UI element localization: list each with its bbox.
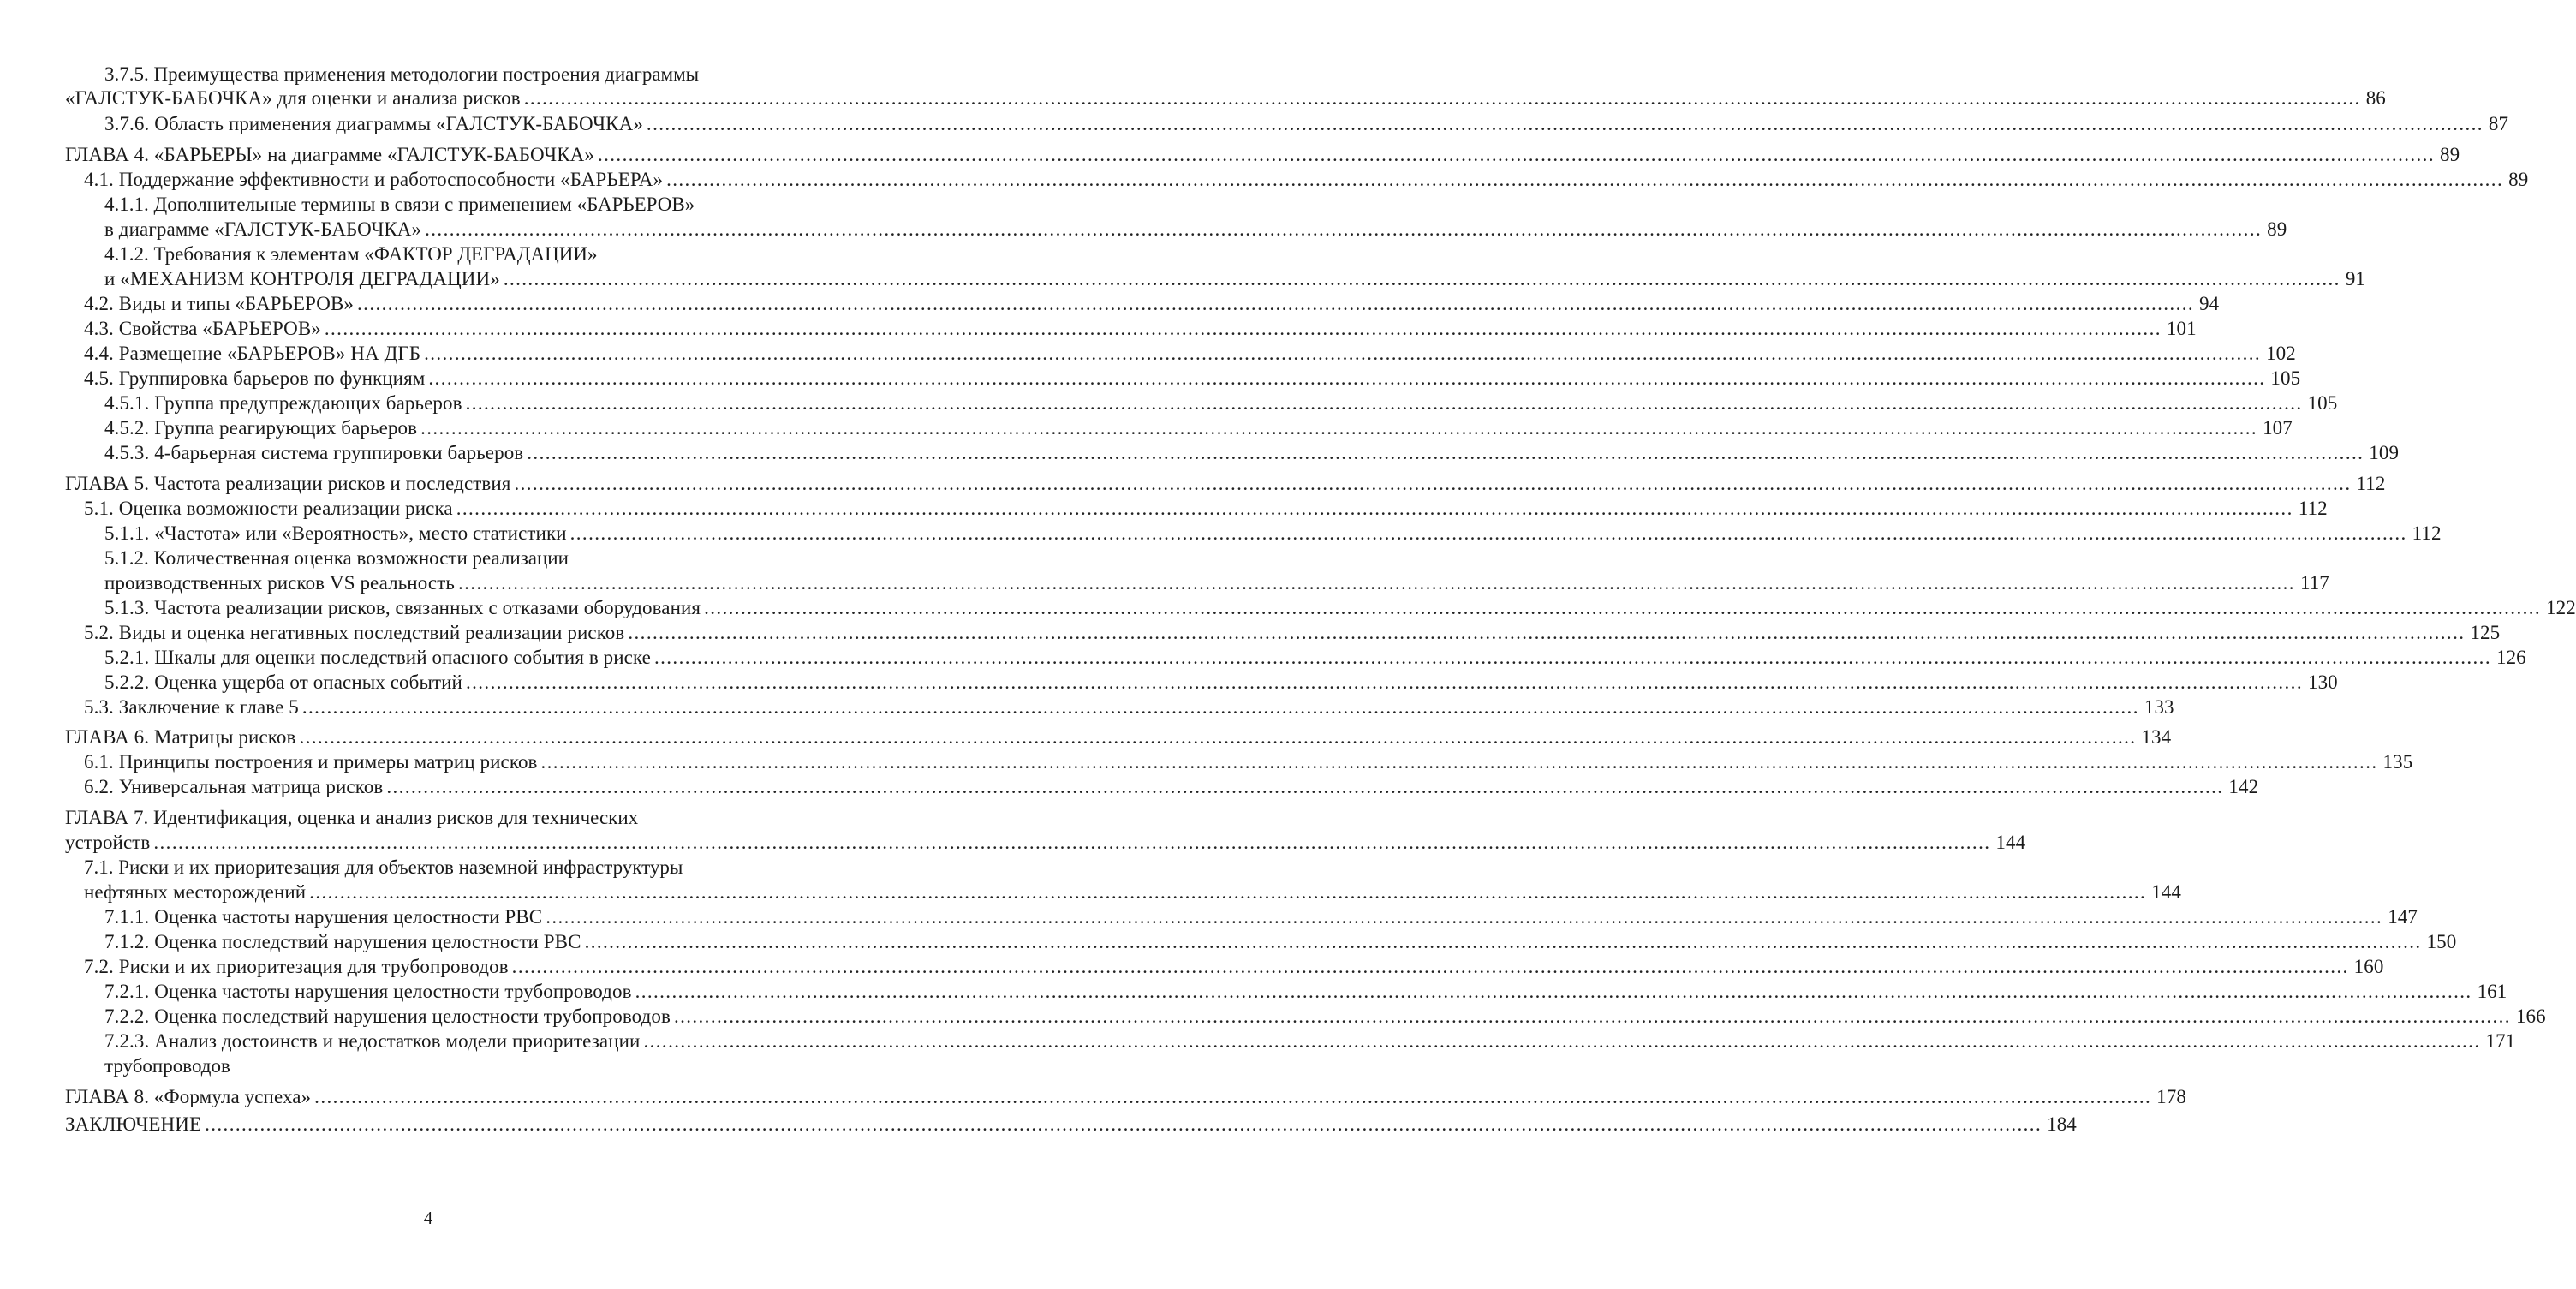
toc-page-number: 144	[2151, 881, 2181, 903]
toc-page-number: 112	[2412, 522, 2442, 544]
toc-page-number: 102	[2266, 343, 2296, 364]
toc-entry-title: 4.3. Свойства «БАРЬЕРОВ»	[84, 318, 321, 339]
toc-entry-line: ГЛАВА 7. Идентификация, оценка и анализ рисков для технических	[65, 807, 639, 828]
toc-entry[interactable]	[65, 142, 2460, 167]
toc-entry[interactable]	[65, 725, 2172, 749]
dot-leader: ............................................................................................................................................................................................................................................................................................................	[635, 981, 2472, 1002]
toc-entry[interactable]	[84, 316, 2197, 341]
toc-entry[interactable]	[104, 979, 2507, 1004]
toc-entry-title: 3.7.6. Область применения диаграммы «ГАЛСТУК-БАБОЧКА»	[104, 113, 643, 134]
toc-page-number: 86	[2365, 87, 2386, 109]
toc-entry-title: 4.5.3. 4-барьерная система группировки барьеров	[104, 442, 524, 463]
toc-entry-title: 7.1.1. Оценка частоты нарушения целостности РВС	[104, 906, 543, 928]
toc-page-number: 130	[2307, 671, 2338, 693]
dot-leader: ............................................................................................................................................................................................................................................................................................................	[523, 87, 2361, 109]
toc-entry-line: 4.1.1. Дополнительные термины в связи с применением «БАРЬЕРОВ»	[104, 194, 695, 215]
toc-entry-title: 6.1. Принципы построения и примеры матриц рисков	[84, 751, 538, 773]
toc-page-number: 160	[2353, 956, 2384, 977]
toc-entry-title: «ГАЛСТУК-БАБОЧКА» для оценки и анализа рисков	[65, 87, 521, 109]
dot-leader: ............................................................................................................................................................................................................................................................................................................	[628, 622, 2466, 643]
toc-entry-title: 4.5. Группировка барьеров по функциям	[84, 367, 426, 389]
dot-leader: ............................................................................................................................................................................................................................................................................................................	[546, 906, 2383, 928]
toc-entry-title: 7.1.2. Оценка последствий нарушения целостности РВС	[104, 931, 581, 952]
toc-entry-title: 4.4. Размещение «БАРЬЕРОВ» НА ДГБ	[84, 343, 421, 364]
toc-entry-title: 7.2. Риски и их приоритезация для трубопроводов	[84, 956, 509, 977]
toc-entry-title: 4.5.1. Группа предупреждающих барьеров	[104, 392, 462, 414]
toc-entry[interactable]	[84, 954, 2384, 979]
dot-leader: ............................................................................................................................................................................................................................................................................................................	[666, 169, 2504, 190]
dot-leader: ............................................................................................................................................................................................................................................................................................................	[653, 647, 2491, 668]
toc-entry[interactable]	[104, 521, 2442, 546]
toc-entry[interactable]	[104, 670, 2338, 695]
toc-page-number: 91	[2345, 268, 2366, 289]
toc-entry-title: и «МЕХАНИЗМ КОНТРОЛЯ ДЕГРАДАЦИИ»	[104, 268, 500, 289]
dot-leader: ............................................................................................................................................................................................................................................................................................................	[301, 696, 2139, 718]
toc-page-number: 144	[1995, 832, 2026, 853]
toc-entry[interactable]	[84, 695, 2174, 719]
toc-page-number: 135	[2382, 751, 2413, 773]
dot-leader: ............................................................................................................................................................................................................................................................................................................	[309, 881, 2147, 903]
toc-page-number: 125	[2470, 622, 2501, 643]
toc-entry[interactable]	[65, 830, 2026, 855]
toc-entry-title: 6.2. Универсальная матрица рисков	[84, 776, 384, 797]
toc-entry-title: 4.5.2. Группа реагирующих барьеров	[104, 417, 418, 439]
dot-leader: ............................................................................................................................................................................................................................................................................................................	[314, 1086, 2152, 1107]
toc-entry[interactable]	[65, 471, 2386, 496]
dot-leader: ............................................................................................................................................................................................................................................................................................................	[205, 1113, 2042, 1135]
dot-leader: ............................................................................................................................................................................................................................................................................................................	[514, 473, 2352, 494]
toc-entry-title: ГЛАВА 6. Матрицы рисков	[65, 726, 296, 748]
dot-leader: ............................................................................................................................................................................................................................................................................................................	[456, 498, 2293, 519]
dot-leader: ............................................................................................................................................................................................................................................................................................................	[424, 343, 2262, 364]
page-number: 4	[423, 1208, 433, 1228]
toc-entry-title: в диаграмме «ГАЛСТУК-БАБОЧКА»	[104, 218, 422, 240]
toc-entry-line: 3.7.5. Преимущества применения методологии построения диаграммы	[104, 63, 700, 85]
toc-entry-title: ЗАКЛЮЧЕНИЕ	[65, 1113, 202, 1135]
dot-leader: ............................................................................................................................................................................................................................................................................................................	[646, 113, 2484, 134]
toc-entry[interactable]	[104, 217, 2287, 242]
dot-leader: ............................................................................................................................................................................................................................................................................................................	[540, 751, 2378, 773]
toc-entry-line: 5.1.2. Количественная оценка возможности реализации	[104, 547, 569, 569]
dot-leader: ............................................................................................................................................................................................................................................................................................................	[420, 417, 2258, 439]
toc-page-number: 89	[2267, 218, 2287, 240]
toc-entry[interactable]	[104, 266, 2366, 291]
toc-page-number: 126	[2496, 647, 2526, 668]
toc-page-number: 166	[2515, 1006, 2546, 1027]
toc-page-number: 161	[2477, 981, 2507, 1002]
toc-page-number: 150	[2426, 931, 2457, 952]
toc-entry-title: 7.2.3. Анализ достоинств и недостатков модели приоритезации	[104, 1030, 641, 1052]
dot-leader: ............................................................................................................................................................................................................................................................................................................	[527, 442, 2364, 463]
toc-page-number: 89	[2508, 169, 2529, 190]
toc-entry[interactable]	[84, 167, 2529, 192]
toc-entry[interactable]	[65, 1112, 2077, 1137]
toc-entry[interactable]	[104, 440, 2400, 465]
toc-entry-title: ГЛАВА 8. «Формула успеха»	[65, 1086, 312, 1107]
dot-leader: ............................................................................................................................................................................................................................................................................................................	[597, 144, 2435, 165]
toc-entry-title: 5.1.1. «Частота» или «Вероятность», место статистики	[104, 522, 567, 544]
toc-page-number: 117	[2299, 572, 2329, 594]
toc-entry-line: 4.1.2. Требования к элементам «ФАКТОР ДЕГРАДАЦИИ»	[104, 243, 598, 265]
toc-entry-title: нефтяных месторождений	[84, 881, 307, 903]
toc-page-number: 107	[2263, 417, 2293, 439]
toc-entry-title: 7.2.1. Оценка частоты нарушения целостности трубопроводов	[104, 981, 632, 1002]
toc-entry[interactable]	[84, 366, 2301, 391]
toc-entry[interactable]	[104, 904, 2418, 929]
toc-page-number: 101	[2166, 318, 2197, 339]
dot-leader: ............................................................................................................................................................................................................................................................................................................	[584, 931, 2422, 952]
toc-page-number: 171	[2485, 1030, 2516, 1052]
dot-leader: ............................................................................................................................................................................................................................................................................................................	[428, 367, 2266, 389]
toc-entry-title: 5.2.2. Оценка ущерба от опасных событий	[104, 671, 462, 693]
dot-leader: ............................................................................................................................................................................................................................................................................................................	[569, 522, 2407, 544]
toc-page-number: 122	[2546, 597, 2576, 618]
toc-entry-title: 4.2. Виды и типы «БАРЬЕРОВ»	[84, 293, 355, 314]
dot-leader: ............................................................................................................................................................................................................................................................................................................	[457, 572, 2295, 594]
dot-leader: ............................................................................................................................................................................................................................................................................................................	[324, 318, 2162, 339]
toc-entry[interactable]	[84, 749, 2413, 774]
toc-page-number: 112	[2298, 498, 2328, 519]
dot-leader: ............................................................................................................................................................................................................................................................................................................	[425, 218, 2263, 240]
toc-entry[interactable]	[65, 86, 2386, 110]
toc-entry[interactable]	[104, 1029, 2516, 1053]
dot-leader: ............................................................................................................................................................................................................................................................................................................	[643, 1030, 2481, 1052]
toc-page-number: 105	[2270, 367, 2301, 389]
toc-page-number: 89	[2439, 144, 2460, 165]
toc-entry[interactable]	[104, 570, 2329, 595]
dot-leader: ............................................................................................................................................................................................................................................................................................................	[357, 293, 2195, 314]
toc-page-number: 105	[2307, 392, 2338, 414]
toc-entry[interactable]	[84, 496, 2328, 521]
toc-entry-title: 5.1.3. Частота реализации рисков, связанных с отказами оборудования	[104, 597, 701, 618]
toc-entry-title: 5.2.1. Шкалы для оценки последствий опасного события в риске	[104, 647, 651, 668]
toc-page-number: 133	[2144, 696, 2174, 718]
toc-entry[interactable]	[84, 291, 2220, 316]
dot-leader: ............................................................................................................................................................................................................................................................................................................	[503, 268, 2340, 289]
toc-entry[interactable]	[104, 391, 2338, 415]
toc-page-number: 87	[2488, 113, 2509, 134]
toc-entry-title: 7.2.2. Оценка последствий нарушения целостности трубопроводов	[104, 1006, 671, 1027]
toc-entry-line: трубопроводов	[104, 1055, 230, 1077]
toc-entry-title: 4.1. Поддержание эффективности и работоспособности «БАРЬЕРА»	[84, 169, 664, 190]
dot-leader: ............................................................................................................................................................................................................................................................................................................	[465, 392, 2303, 414]
toc-entry[interactable]	[104, 415, 2293, 440]
toc-entry[interactable]	[65, 1084, 2186, 1109]
toc-entry[interactable]	[104, 1004, 2546, 1029]
toc-page-number: 178	[2156, 1086, 2186, 1107]
dot-leader: ............................................................................................................................................................................................................................................................................................................	[465, 671, 2303, 693]
toc-entry-title: ГЛАВА 4. «БАРЬЕРЫ» на диаграмме «ГАЛСТУК-БАБОЧКА»	[65, 144, 594, 165]
toc-entry-title: производственных рисков VS реальность	[104, 572, 455, 594]
toc-entry-line: 7.1. Риски и их приоритезация для объектов наземной инфраструктуры	[84, 856, 683, 878]
dot-leader: ............................................................................................................................................................................................................................................................................................................	[511, 956, 2349, 977]
toc-page-number: 112	[2356, 473, 2386, 494]
toc-entry[interactable]	[104, 645, 2526, 670]
dot-leader: ............................................................................................................................................................................................................................................................................................................	[704, 597, 2542, 618]
dot-leader: ............................................................................................................................................................................................................................................................................................................	[386, 776, 2224, 797]
toc-entry-title: устройств	[65, 832, 151, 853]
toc-entry[interactable]	[104, 595, 2576, 620]
toc-entry-title: ГЛАВА 5. Частота реализации рисков и последствия	[65, 473, 511, 494]
toc-entry[interactable]	[104, 111, 2509, 136]
toc-page-number: 94	[2199, 293, 2220, 314]
toc-page-number: 147	[2388, 906, 2418, 928]
toc-entry[interactable]	[84, 880, 2181, 904]
toc-page-number: 109	[2369, 442, 2400, 463]
dot-leader: ............................................................................................................................................................................................................................................................................................................	[153, 832, 1991, 853]
toc-entry-title: 5.2. Виды и оценка негативных последствий реализации рисков	[84, 622, 625, 643]
toc-page-number: 134	[2141, 726, 2172, 748]
toc-entry[interactable]	[84, 620, 2501, 645]
dot-leader: ............................................................................................................................................................................................................................................................................................................	[299, 726, 2137, 748]
toc-entry-title: 5.1. Оценка возможности реализации риска	[84, 498, 453, 519]
toc-page-number: 142	[2228, 776, 2259, 797]
dot-leader: ............................................................................................................................................................................................................................................................................................................	[673, 1006, 2511, 1027]
toc-entry[interactable]	[84, 341, 2296, 366]
toc-entry[interactable]	[104, 929, 2457, 954]
toc-entry-title: 5.3. Заключение к главе 5	[84, 696, 299, 718]
toc-page-number: 184	[2047, 1113, 2077, 1135]
toc-entry[interactable]	[84, 774, 2259, 799]
